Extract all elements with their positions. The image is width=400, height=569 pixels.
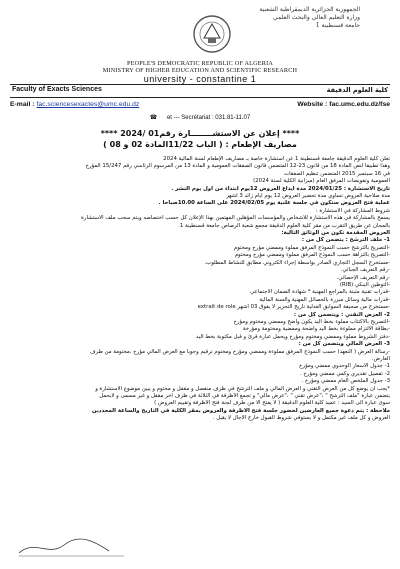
announcement-title	[10, 128, 390, 150]
body-paragraph: في 16 سبتمبر 2015 المتضمن تنظيم الصفقات	[284, 170, 390, 177]
body-paragraph: -التصريح بالترشح حسب النموذج المرفق مملوء وممضي مؤرخ ومختوم	[233, 244, 390, 251]
body-paragraph: شروط المشاركة في الاستشارة :	[315, 207, 390, 214]
university-logo-icon	[192, 14, 232, 54]
letterhead	[10, 4, 390, 82]
website-block	[297, 101, 390, 108]
body-paragraph: -مستخرج من صحيفة السوابق العدلية تاريخ التحرير لا يفوق 03 أشهر extrait de role	[197, 304, 390, 311]
body-paragraph: وهذا تطبيقا لنص المادة 18 من قانون 23-12 المتضمن قانون الصفقات العمومية و المادة 13 من المرسوم الرئاسي رقم 15/247 المؤرخ	[85, 163, 390, 170]
website-link[interactable]: fac.umc.edu.dz/fse	[329, 101, 390, 108]
body-paragraph: مدة صلاحية العروض تساوي مدة تحضير العروض 12 يوم أيام زائد 3 اشهر	[226, 193, 390, 200]
body-paragraph: عملية فتح العروض ستكون في جلسة علنية يوم 2024/02/05 على الساعة 10.00صباحا .	[158, 200, 390, 207]
website-label: Website :	[297, 101, 328, 108]
email-block	[10, 101, 139, 108]
body-paragraph: *يجب أن يوضع كل من العرض التقني و العرض المالي و ملف الترشح في ظرف منفصل و مقفل و مختوم و يبين موضوع الاستشارة و	[95, 385, 390, 392]
faculty-name-ar: كلية العلوم الدقيقة	[326, 86, 388, 94]
secretariat-phone: et --- Secrétariat : 031.81-11.07	[166, 115, 251, 121]
body-paragraph: العروض المقدمة تكون من الوثائق التالية:	[281, 230, 390, 237]
body-paragraph: ملاحظة : يتم دعوة جميع العارضين لحضور جلسة فتح الأظرفة والعروض بمقر الكلية في التاريخ والساعة المحددين	[91, 407, 390, 414]
email-link[interactable]: fac.sciencesexactes@umc.edu.dz	[36, 101, 140, 108]
signature-stamp-icon	[14, 535, 134, 559]
body-paragraph: -التصريح بالنزاهة حسب النموذج المرفق مملوء وممضي مؤرخ ومختوم	[234, 252, 390, 259]
body-paragraph: 2- العرض التقني : ويتضمن كل من :	[293, 311, 390, 318]
body-paragraph: يتضمن عبارة "ملف الترشح " ،"عرض تقني " ،"عرض مالي" و تجمع الأظرفة في الثلاثة في ظرف آخر مقفل و غير مسمى و لايحمل	[99, 393, 390, 399]
faculty-name-en: Faculty of Exacts Sciences	[12, 86, 102, 93]
body-paragraph: -مستخرج السجل التجاري الصادر بواسطة إجراء الكتروني مطابق للنشاط المطلوب.	[204, 259, 390, 266]
english-header	[10, 60, 390, 84]
body-paragraph: -قدرات مالية وسائل مبررة بالحصائل المهنية والسنة المالية	[259, 296, 390, 303]
body-paragraph: 1- جدول الأسعار الوحدوي ممضي ومؤرخ	[298, 363, 390, 370]
body-paragraph: -رقم التعريف الإحصائي.	[336, 274, 390, 281]
body-paragraph: تعلن كلية العلوم الدقيقة جامعة قسنطينة 1 عن استشارة خاصة بـ مصاريف الإطعام لسنة المالية 2024	[163, 156, 390, 162]
body-paragraph: -دفتر الشروط مملوء وممضي ومختوم ومؤرخ ويحمل عبارة قرئ و قبل مكتوبة بخط اليد	[196, 333, 390, 340]
body-paragraph: العارض.	[371, 355, 390, 362]
english-republic-line: PEOPLE'S DEMOCRATIC REPUBLIC OF ALGERIA	[126, 60, 274, 67]
body-paragraph: 3- جدول الملخص العام ممضي ومؤرخ .	[301, 378, 390, 385]
body-paragraph: يسمح بالمشاركة في هذه الاستشارة للأشخاص والمؤسسات المؤهلين المهتمين بهذا الإعلان كل حسب اختصاصه ويتم سحب ملف الاستشارة	[81, 215, 390, 222]
body-paragraph: 1- ملف الترشح : يتضمن كل من :	[301, 237, 390, 244]
body-paragraph: تاريخ الاستشارة : 2024/01/25 مدة ايداع العروض 12يوم ابتداء من اول يوم النشر .	[171, 185, 390, 192]
arabic-university-line: جامعة قسنطينة 1	[315, 22, 360, 29]
body-paragraph: بالمجان عن طريق التقرب من مقر كلية العلوم الدقيقة مجمع شعبة الرصاص جامعة قسنطينة 1.	[178, 222, 390, 229]
arabic-republic-line: الجمهورية الجزائرية الديمقراطية الشعبية	[259, 6, 360, 13]
arabic-ministry-line: وزارة التعليم العالي والبحث العلمي	[273, 14, 360, 21]
english-ministry-line: MINISTRY OF HIGHER EDUCATION AND SCIENTIFIC RESEARCH	[102, 67, 298, 74]
announcement-body	[10, 156, 390, 423]
phone-row	[10, 114, 390, 124]
body-paragraph: -بطاقة الالتزام مملوءة بخط اليد واضحة وممضية ومختومة ومؤرخة	[242, 326, 390, 333]
arabic-header	[160, 6, 360, 30]
body-paragraph: -رسالة العرض ( التعهد) حسب النموذج المرفق مملوءة وممضي ومؤرخ ومختوم ترقيم وجوبا مع العرض المالي مؤرخ ،مختومة من طرف	[89, 348, 390, 355]
body-paragraph: -رقم التعريف الجبائي.	[340, 267, 390, 274]
faculty-bar	[10, 84, 390, 98]
body-paragraph: العمومية وتفويضات المرفق العام (ميزانية الكلية لسنة 2024)	[253, 178, 390, 185]
body-paragraph: -التوطين البنكي (RIB)	[339, 281, 390, 288]
body-paragraph: 3- العرض المالي ويتضمن كل من :	[298, 341, 390, 348]
announcement-title-line2: مصاريف الإطعام : ( الباب 11/22المادة 02 و 08 )	[103, 140, 297, 149]
contact-row	[10, 101, 390, 113]
announcement-title-line1: **** إعلان عن الاستشــــــــارة رقم01 /2024 ****	[100, 129, 300, 138]
email-label: E-mail :	[10, 101, 35, 108]
body-paragraph: -قدرات تقنية مثبتة بالمراجع المهنية * شهادة الضمان الاجتماعي	[250, 289, 390, 296]
english-university-line: university - constantine 1	[143, 74, 257, 84]
body-paragraph: 2- تفصيل تقديري وكمي ممضي ومؤرخ .	[299, 370, 390, 377]
body-paragraph: العروض و كل ملف غير مكتمل و لا يستوفي شروط القبول خارج الآجال لا يقبل .	[212, 415, 390, 422]
body-paragraph: -التصريح بالاكتتاب مملوء بخط اليد يكون واضح وممضي ومختوم ومؤرخ	[233, 318, 390, 325]
phone-icon: ☎	[149, 115, 158, 121]
body-paragraph: سوى عبارة الى السيد : عميد كلية العلوم الدقيقة ( لا يفتح الا من طرف لجنة فتح الأظرفة وتقييم العروض )	[154, 400, 390, 407]
